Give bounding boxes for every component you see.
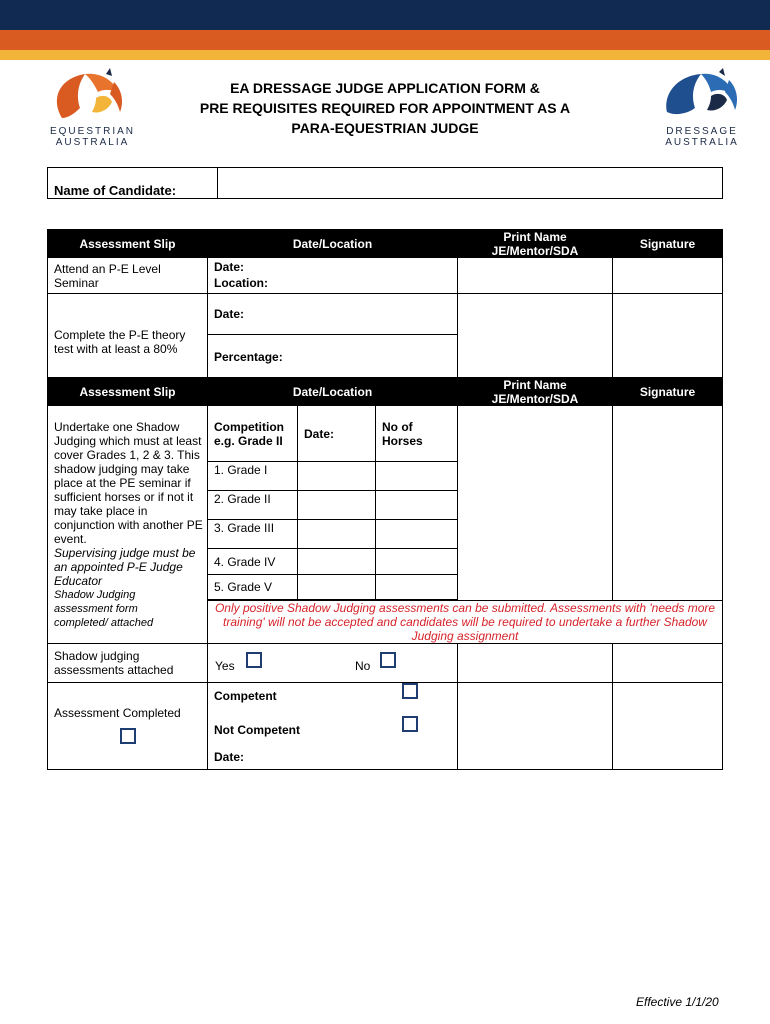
grade-4-date-field[interactable]: [297, 548, 376, 575]
seminar-date-location[interactable]: [207, 257, 458, 294]
header-assessment-slip-2: Assessment Slip: [47, 377, 208, 406]
header-print-name: Print Name JE/Mentor/SDA: [457, 229, 613, 258]
competent-label: Competent: [214, 689, 277, 703]
grade-1-horses-field[interactable]: [375, 461, 458, 491]
title-line-3: PARA-EQUESTRIAN JUDGE: [291, 120, 479, 136]
header-signature: Signature: [612, 229, 723, 258]
shadow-signature-field[interactable]: [612, 405, 723, 601]
theory-text: Complete the P-E theory test with at least a 80%: [54, 328, 186, 356]
competition-label: Competition e.g. Grade II: [214, 420, 284, 448]
theory-cell: [47, 293, 208, 378]
yes-checkbox[interactable]: [246, 652, 262, 668]
horse-head-icon: [40, 68, 145, 126]
seminar-date-label: Date:: [214, 260, 245, 274]
competency-cell: [207, 682, 458, 770]
candidate-label: Name of Candidate:: [54, 183, 177, 198]
seminar-print-name-field[interactable]: [457, 257, 613, 294]
assessment-completed-cell: [47, 682, 208, 770]
header-print-name-2: Print Name JE/Mentor/SDA: [457, 377, 613, 406]
shadow-note-cell: [207, 600, 723, 644]
equestrian-australia-logo: [40, 68, 145, 150]
shadow-print-name-field[interactable]: [457, 405, 613, 601]
horses-label: No of Horses: [382, 420, 423, 448]
grade-3-date-field[interactable]: [297, 519, 376, 549]
grade-2-date-field[interactable]: [297, 490, 376, 520]
header-date-location: Date/Location: [207, 229, 458, 258]
theory-signature-field[interactable]: [612, 293, 723, 378]
theory-date-label: Date:: [214, 307, 245, 321]
grade-4-horses-field[interactable]: [375, 548, 458, 575]
attached-label: Shadow judging assessments attached: [54, 649, 174, 677]
shadow-judging-cell: [47, 405, 208, 644]
seminar-signature-field[interactable]: [612, 257, 723, 294]
grade-5-cell: 5. Grade V: [207, 574, 298, 600]
assessment-completed-label: Assessment Completed: [54, 706, 181, 720]
theory-print-name-field[interactable]: [457, 293, 613, 378]
title-line-1: EA DRESSAGE JUDGE APPLICATION FORM &: [230, 80, 540, 96]
grade-2-cell: 2. Grade II: [207, 490, 298, 520]
ea-logo-text-1: EQUESTRIAN: [49, 126, 135, 137]
grade-3-horses-field[interactable]: [375, 519, 458, 549]
grade-5-horses-field[interactable]: [375, 574, 458, 600]
completed-print-name-field[interactable]: [457, 682, 613, 770]
header-signature-2: Signature: [612, 377, 723, 406]
theory-percentage-field[interactable]: [207, 334, 458, 378]
seminar-location-label: Location:: [214, 276, 268, 290]
grade-5-date-field[interactable]: [297, 574, 376, 600]
shadow-judging-text: Undertake one Shadow Judging which must at least cover Grades 1, 2 & 3. This shadow judging may take place at the PE seminar if sufficient horses or if not it may take place in conjunction with another PE event.: [54, 420, 203, 546]
no-checkbox[interactable]: [380, 652, 396, 668]
yes-label: Yes: [215, 659, 235, 673]
not-competent-checkbox[interactable]: [402, 716, 418, 732]
shadow-note: Only positive Shadow Judging assessments can be submitted. Assessments with 'needs more training' will not be accepted and candidates will be required to undertake a further Shadow Judging assignment: [214, 601, 716, 643]
grade-3-cell: 3. Grade III: [207, 519, 298, 549]
percentage-label: Percentage:: [214, 350, 283, 364]
shadow-date-label: Date:: [304, 427, 335, 441]
header-band-navy: [0, 0, 770, 30]
horses-cell: [375, 405, 458, 462]
dressage-horse-icon: [657, 68, 747, 126]
grade-1-cell: 1. Grade I: [207, 461, 298, 491]
seminar-text: Attend an P-E Level Seminar: [54, 262, 161, 290]
shadow-judging-form-note: Shadow Judging assessment form completed/ attached: [54, 589, 154, 629]
header-assessment-slip: Assessment Slip: [47, 229, 208, 258]
header-band-orange: [0, 30, 770, 50]
attached-options-cell: [207, 643, 458, 683]
competent-checkbox[interactable]: [402, 683, 418, 699]
shadow-date-cell: [297, 405, 376, 462]
no-label: No: [355, 659, 371, 673]
title-line-2: PRE REQUISITES REQUIRED FOR APPOINTMENT AS A: [199, 100, 571, 116]
footer-effective-date: Effective 1/1/20: [636, 995, 719, 1009]
candidate-name-field[interactable]: [217, 167, 723, 199]
attached-cell: [47, 643, 208, 683]
page-title: [175, 78, 595, 138]
theory-date-field[interactable]: [207, 293, 458, 335]
dressage-australia-logo: [657, 68, 747, 150]
ea-logo-text-2: AUSTRALIA: [55, 137, 130, 148]
grade-2-horses-field[interactable]: [375, 490, 458, 520]
attached-print-name-field[interactable]: [457, 643, 613, 683]
seminar-cell: [47, 257, 208, 294]
header-band-yellow: [0, 50, 770, 60]
da-logo-text-2: AUSTRALIA: [665, 137, 739, 148]
attached-signature-field[interactable]: [612, 643, 723, 683]
candidate-label-cell: [47, 167, 218, 199]
assessment-completed-checkbox[interactable]: [120, 728, 136, 744]
grade-4-cell: 4. Grade IV: [207, 548, 298, 575]
grade-1-date-field[interactable]: [297, 461, 376, 491]
competition-cell: [207, 405, 298, 462]
da-logo-text-1: DRESSAGE: [666, 126, 738, 137]
not-competent-label: Not Competent: [214, 723, 300, 737]
header-date-location-2: Date/Location: [207, 377, 458, 406]
completed-date-label: Date:: [214, 750, 245, 764]
completed-signature-field[interactable]: [612, 682, 723, 770]
shadow-judging-supervisor-note: Supervising judge must be an appointed P-E Judge Educator: [54, 546, 196, 588]
